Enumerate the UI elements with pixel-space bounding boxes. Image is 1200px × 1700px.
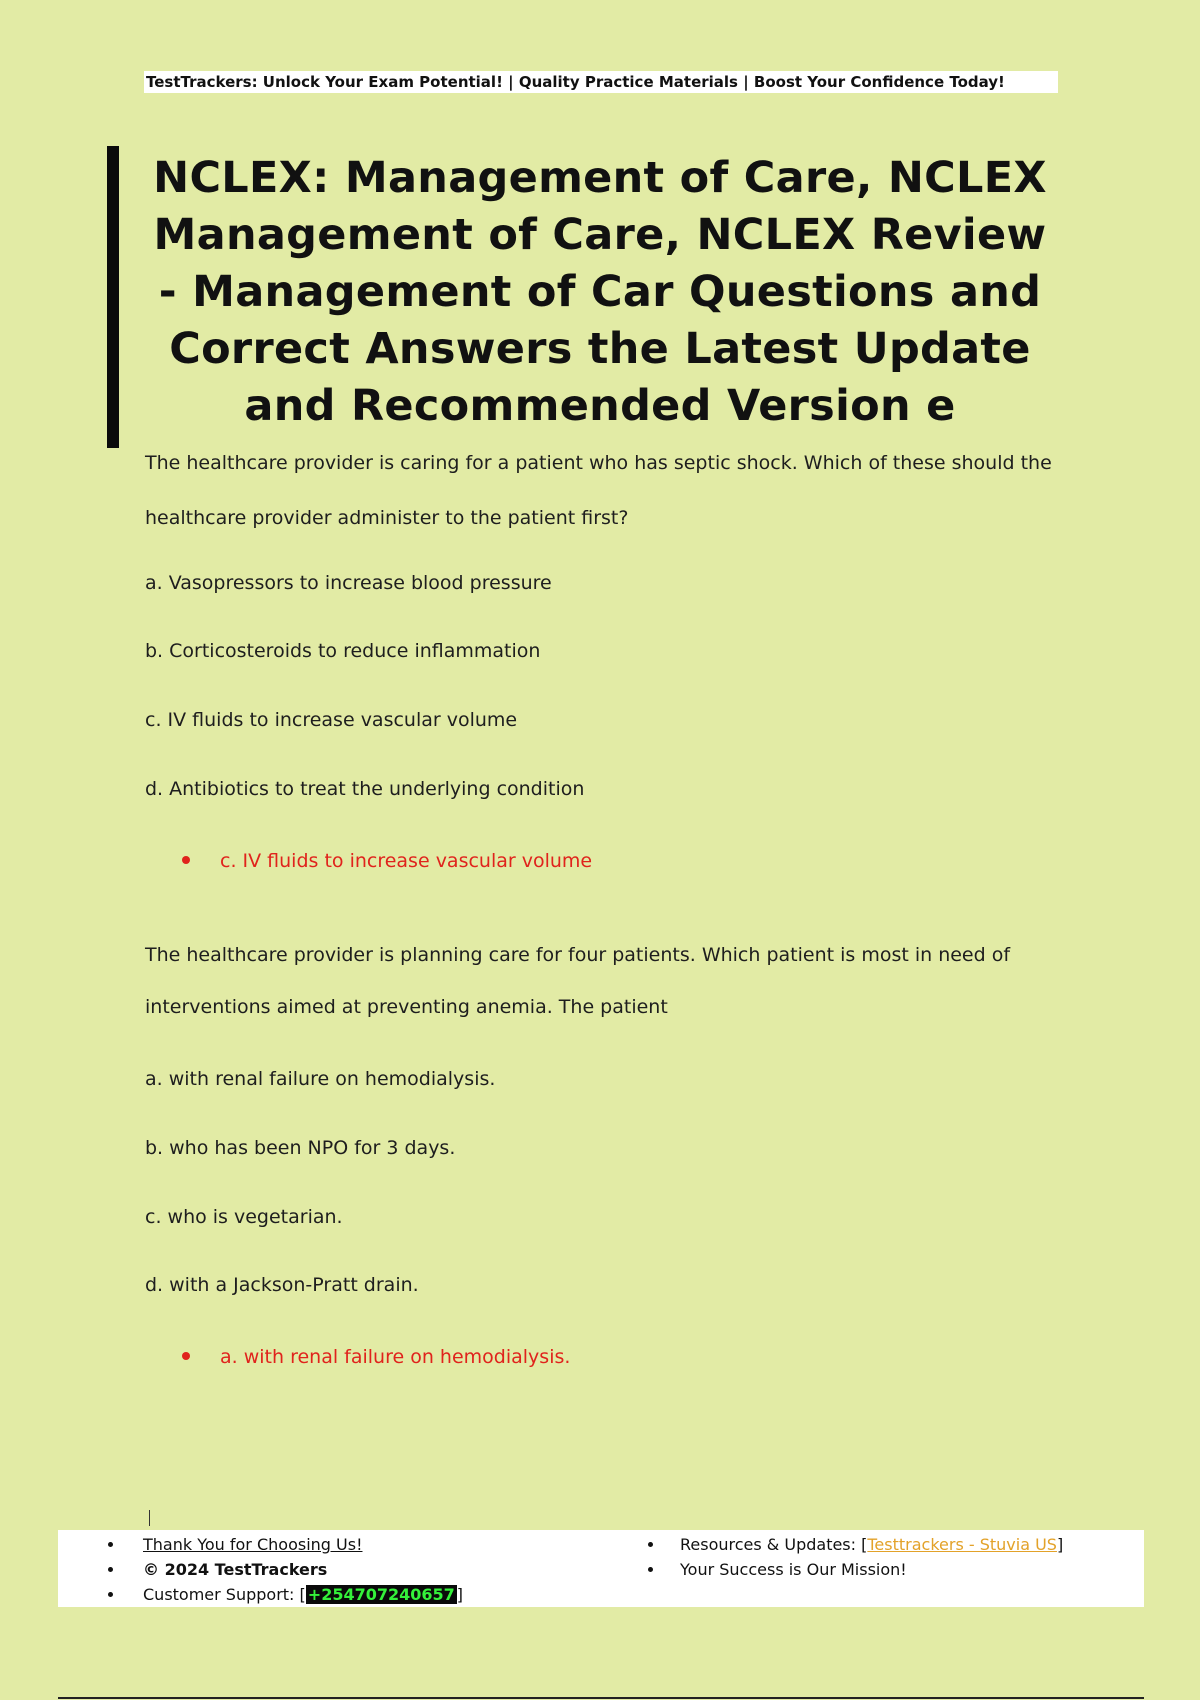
header-banner: TestTrackers: Unlock Your Exam Potential! | Quality Practice Materials | Boost Your Confidence Today! bbox=[144, 71, 1058, 93]
footer-left-list bbox=[58, 1532, 463, 1607]
question-2-answer bbox=[182, 1344, 570, 1370]
footer-support-close: ] bbox=[456, 1585, 464, 1604]
question-1-option-c: c. IV fluids to increase vascular volume bbox=[145, 709, 518, 731]
footer-mission-text: Your Success is Our Mission! bbox=[680, 1560, 907, 1579]
question-1-answer-text: c. IV fluids to increase vascular volume bbox=[220, 850, 593, 872]
document-title: NCLEX: Management of Care, NCLEX Management of Care, NCLEX Review - Management of Car Questions and Correct Answers the Latest Update and Recommended Version e bbox=[153, 153, 1047, 431]
footer-support-label: Customer Support: [ bbox=[143, 1585, 306, 1604]
question-1-answer bbox=[182, 848, 592, 874]
question-2-option-c: c. who is vegetarian. bbox=[145, 1206, 343, 1228]
question-1-option-d: d. Antibiotics to treat the underlying condition bbox=[145, 778, 585, 800]
footer-resources bbox=[598, 1532, 1063, 1557]
footer-thanks-text: Thank You for Choosing Us! bbox=[143, 1535, 363, 1554]
bottom-divider bbox=[58, 1697, 1144, 1699]
answer-bullet-icon bbox=[182, 856, 190, 864]
footer-copyright-text: © 2024 TestTrackers bbox=[143, 1560, 328, 1579]
question-1-text: The healthcare provider is caring for a patient who has septic shock. Which of these should the healthcare provider administer to the patient first? bbox=[145, 452, 1052, 529]
text-cursor-mark bbox=[149, 1510, 150, 1526]
footer-resources-label: Resources & Updates: [ bbox=[680, 1535, 868, 1554]
footer-resources-close: ] bbox=[1056, 1535, 1064, 1554]
footer-right-list bbox=[598, 1532, 1063, 1582]
footer-mission bbox=[598, 1557, 1063, 1582]
footer bbox=[58, 1530, 1144, 1607]
question-2-text: The healthcare provider is planning care for four patients. Which patient is most in need of interventions aimed at preventing anemia. The patient bbox=[145, 944, 1011, 1018]
question-1-option-a: a. Vasopressors to increase blood pressure bbox=[145, 572, 552, 594]
footer-support bbox=[58, 1582, 463, 1607]
question-2-option-b: b. who has been NPO for 3 days. bbox=[145, 1137, 456, 1159]
answer-bullet-icon bbox=[182, 1352, 190, 1360]
resources-link[interactable]: Testtrackers - Stuvia US bbox=[867, 1535, 1057, 1554]
footer-thanks bbox=[58, 1532, 463, 1557]
question-2-option-a: a. with renal failure on hemodialysis. bbox=[145, 1068, 496, 1090]
title-accent-bar bbox=[107, 146, 119, 448]
question-2-option-d: d. with a Jackson-Pratt drain. bbox=[145, 1274, 419, 1296]
question-1-option-b: b. Corticosteroids to reduce inflammation bbox=[145, 640, 541, 662]
footer-copyright bbox=[58, 1557, 463, 1582]
question-2-answer-text: a. with renal failure on hemodialysis. bbox=[220, 1346, 571, 1368]
support-phone-link[interactable]: +254707240657 bbox=[307, 1585, 455, 1604]
